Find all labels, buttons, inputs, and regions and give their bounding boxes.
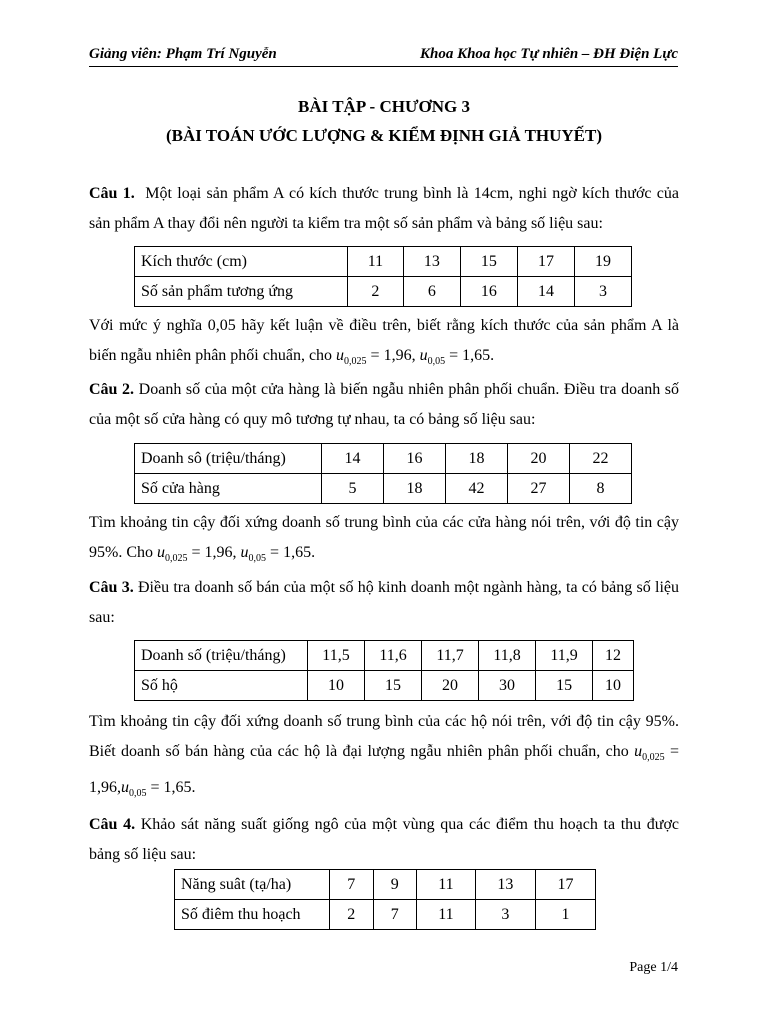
table-row (135, 671, 634, 701)
table-row (135, 444, 632, 474)
formula-sub: 0,05 (427, 356, 446, 368)
table-cell: 3 (574, 277, 631, 307)
question-3 (89, 573, 679, 633)
question-3-label: Câu 3. (89, 579, 134, 596)
formula-sub: 0,025 (344, 356, 367, 368)
question-4-label: Câu 4. (89, 816, 136, 833)
page-number: Page 1/4 (629, 960, 678, 975)
table-row (135, 247, 632, 277)
table-row-label: Số sản phẩm tương ứng (135, 277, 348, 307)
table-cell: 27 (508, 474, 570, 504)
table-cell: 19 (574, 247, 631, 277)
question-2-after: Tìm khoảng tin cậy đối xứng doanh số trung bình của các cửa hàng nói trên, với độ tin cậy 95%. Cho (89, 514, 679, 561)
table-cell: 20 (422, 671, 479, 701)
formula-value: 1,96 (383, 347, 412, 364)
table-q3 (134, 640, 634, 701)
question-1-label: Câu 1. (89, 185, 135, 202)
table-cell: 20 (508, 444, 570, 474)
question-3-after: Tìm khoảng tin cậy đối xứng doanh số trung bình của các hộ nói trên, với độ tin cậy 95%. Biết doanh số bán hàng của các hộ là đại lượng ngẫu nhiên phân phối chuẩn, cho (89, 713, 679, 760)
question-2-label: Câu 2. (89, 381, 135, 398)
formula-u2: $u_{0,05} = 1,65$. (121, 779, 196, 800)
question-3-condition (89, 707, 679, 809)
table-cell: 11,8 (479, 641, 536, 671)
table-cell: 15 (460, 247, 517, 277)
table-cell: 8 (570, 474, 632, 504)
title-chapter: BÀI TẬP - CHƯƠNG 3 (298, 97, 470, 116)
formula-sub: 0,025 (642, 752, 665, 764)
table-cell: 14 (517, 277, 574, 307)
table-row (175, 900, 596, 930)
table-cell: 11,9 (536, 641, 593, 671)
header-faculty: Khoa Khoa học Tự nhiên – ĐH Điện Lực (419, 46, 678, 62)
table-q4 (174, 869, 596, 930)
table-cell: 6 (403, 277, 460, 307)
table-q1 (134, 246, 632, 307)
table-cell: 18 (384, 474, 446, 504)
table-cell: 10 (593, 671, 634, 701)
question-2 (89, 375, 679, 435)
table-cell: 42 (446, 474, 508, 504)
question-1-text: Một loại sản phẩm A có kích thước trung bình là 14cm, nghi ngờ kích thước của sản phẩm A thay đổi nên người ta kiểm tra một số sản phẩm và bảng số liệu sau: (89, 185, 680, 232)
table-cell: 1 (535, 900, 595, 930)
formula-value: 1,96 (204, 544, 233, 561)
question-1 (89, 179, 679, 239)
table-cell: 16 (460, 277, 517, 307)
formula-u1: $u_{0,025} = 1,96$, (336, 347, 416, 368)
formula-u2: $u_{0,05} = 1,65$. (240, 544, 316, 565)
table-cell: 11,5 (308, 641, 365, 671)
question-4 (89, 810, 679, 870)
question-3-text: Điều tra doanh số bán của một số hộ kinh doanh một ngành hàng, ta có bảng số liệu sau: (89, 579, 680, 626)
formula-value: 1,65 (462, 347, 491, 364)
question-2-condition (89, 508, 679, 574)
formula-sub: 0,05 (129, 788, 147, 800)
table-row (135, 474, 632, 504)
table-row (135, 641, 634, 671)
question-4-text: Khảo sát năng suất giống ngô của một vùng qua các điểm thu hoạch ta thu được bảng số liệu sau: (89, 816, 680, 863)
table-cell: 13 (403, 247, 460, 277)
table-q2 (134, 443, 632, 504)
formula-u2: $u_{0,05} = 1,65$. (419, 347, 495, 368)
table-row-label: Số cửa hàng (135, 474, 322, 504)
formula-sub: 0,025 (165, 553, 188, 565)
question-2-text: Doanh số của một cửa hàng là biến ngẫu nhiên phân phối chuẩn. Điều tra doanh số của một số cửa hàng có quy mô tương tự nhau, ta có bảng số liệu sau: (89, 381, 680, 428)
table-cell: 13 (475, 870, 535, 900)
question-1-condition (89, 311, 679, 377)
formula-u1: $u_{0,025} = 1,96$, (89, 743, 680, 797)
page-header (89, 44, 678, 67)
table-cell: 15 (536, 671, 593, 701)
table-cell: 11 (348, 247, 404, 277)
formula-sub: 0,05 (248, 553, 267, 565)
table-cell: 11 (417, 870, 476, 900)
table-row-label: Doanh số (triệu/tháng) (135, 641, 308, 671)
table-cell: 15 (365, 671, 422, 701)
table-cell: 14 (322, 444, 384, 474)
table-cell: 11,7 (422, 641, 479, 671)
table-cell: 11,6 (365, 641, 422, 671)
title-subtitle: (BÀI TOÁN ƯỚC LƯỢNG & KIỂM ĐỊNH GIẢ THUYẾT) (165, 126, 603, 145)
table-cell: 16 (384, 444, 446, 474)
table-cell: 7 (373, 900, 417, 930)
table-row-label: Doanh sô (triệu/tháng) (135, 444, 322, 474)
header-lecturer: Giảng viên: Phạm Trí Nguyễn (89, 46, 277, 62)
table-row-label: Số hộ (135, 671, 308, 701)
table-cell: 10 (308, 671, 365, 701)
table-cell: 30 (479, 671, 536, 701)
table-cell: 12 (593, 641, 634, 671)
table-row-label: Năng suât (tạ/ha) (175, 870, 330, 900)
question-1-after: Với mức ý nghĩa 0,05 hãy kết luận về điều trên, biết rằng kích thước của sản phẩm A là biến ngẫu nhiên phân phối chuẩn, cho (89, 317, 679, 364)
table-row (135, 277, 632, 307)
table-cell: 11 (417, 900, 476, 930)
table-cell: 22 (570, 444, 632, 474)
table-cell: 2 (348, 277, 404, 307)
table-cell: 17 (535, 870, 595, 900)
formula-u1: $u_{0,025} = 1,96$, (157, 544, 237, 565)
formula-value: 1,65 (283, 544, 312, 561)
table-row-label: Kích thước (cm) (135, 247, 348, 277)
table-cell: 5 (322, 474, 384, 504)
table-cell: 9 (373, 870, 417, 900)
table-cell: 2 (330, 900, 374, 930)
table-row-label: Số điêm thu hoạch (175, 900, 330, 930)
formula-value: 1,65 (163, 779, 192, 797)
table-cell: 7 (330, 870, 374, 900)
formula-value: 1,96 (89, 779, 117, 797)
table-cell: 18 (446, 444, 508, 474)
table-cell: 3 (475, 900, 535, 930)
table-cell: 17 (517, 247, 574, 277)
table-row (175, 870, 596, 900)
